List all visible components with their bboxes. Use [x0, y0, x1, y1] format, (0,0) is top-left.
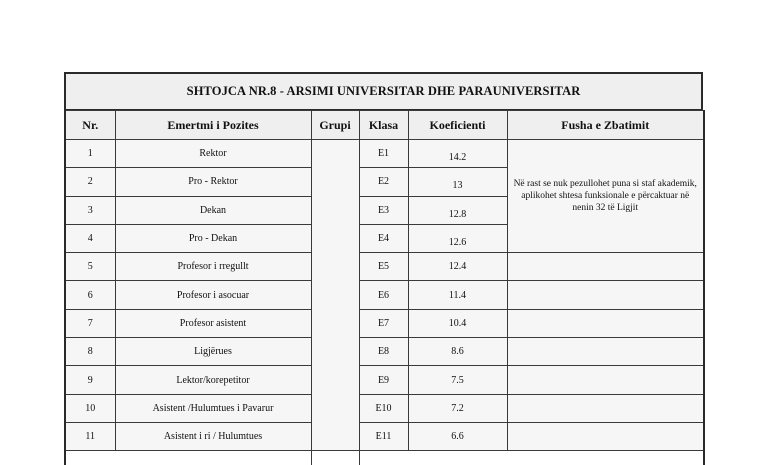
cell-class: E6 — [359, 281, 408, 309]
coefficient-value: 12.6 — [448, 237, 467, 249]
cell-position: Asistent i ri / Hulumtues — [115, 422, 311, 450]
cell-class: E10 — [359, 394, 408, 422]
cell-scope — [507, 281, 704, 309]
coefficient-value: 14.2 — [448, 152, 467, 164]
cell-scope — [507, 366, 704, 394]
cell-class: E11 — [359, 422, 408, 450]
cell-position: Dekan — [115, 196, 311, 224]
annex-table — [64, 72, 703, 465]
cell-nr: 6 — [65, 281, 115, 309]
cell-coefficient: 7.5 — [408, 366, 507, 394]
table-row — [65, 309, 704, 337]
table-title: SHTOJCA NR.8 - ARSIMI UNIVERSITAR DHE PARAUNIVERSITAR — [64, 72, 703, 110]
table-row — [65, 366, 704, 394]
cell-nr: 7 — [65, 309, 115, 337]
header-position: Emertmi i Pozites — [115, 111, 311, 140]
cell-scope — [507, 394, 704, 422]
cell-class: E5 — [359, 253, 408, 281]
cell-position: Profesor i rregullt — [115, 253, 311, 281]
header-row — [65, 111, 704, 140]
header-nr: Nr. — [65, 111, 115, 140]
table-row-continuation — [65, 451, 704, 465]
table-row — [65, 140, 704, 168]
table-row — [65, 394, 704, 422]
cell-nr: 5 — [65, 253, 115, 281]
cell-class: E3 — [359, 196, 408, 224]
table-row — [65, 338, 704, 366]
header-coefficient: Koeficienti — [408, 111, 507, 140]
coefficient-value: 12.8 — [448, 208, 467, 220]
cell-nr: 11 — [65, 422, 115, 450]
cell-coefficient: 10.4 — [408, 309, 507, 337]
cell-nr: 8 — [65, 338, 115, 366]
table-row — [65, 422, 704, 450]
cell-class: E7 — [359, 309, 408, 337]
cell-nr: 10 — [65, 394, 115, 422]
table-row — [65, 253, 704, 281]
cell-class: E8 — [359, 338, 408, 366]
cell-coefficient — [408, 196, 507, 224]
cell-position: Profesor i asocuar — [115, 281, 311, 309]
cell-class: E1 — [359, 140, 408, 168]
cell-coefficient — [408, 168, 507, 196]
cell-continuation — [359, 451, 704, 465]
header-group: Grupi — [311, 111, 359, 140]
cell-position: Rektor — [115, 140, 311, 168]
cell-class: E2 — [359, 168, 408, 196]
cell-position: Asistent /Hulumtues i Pavarur — [115, 394, 311, 422]
coefficient-value: 13 — [452, 180, 463, 192]
cell-group-merged — [311, 140, 359, 451]
cell-continuation — [65, 451, 311, 465]
cell-position: Lektor/korepetitor — [115, 366, 311, 394]
cell-scope-note: Në rast se nuk pezullohet puna si staf akademik, aplikohet shtesa funksionale e përcaktuar në nenin 32 të Ligjit — [507, 140, 704, 253]
cell-nr: 4 — [65, 224, 115, 252]
cell-nr: 2 — [65, 168, 115, 196]
cell-coefficient — [408, 140, 507, 168]
cell-scope — [507, 309, 704, 337]
cell-position: Ligjërues — [115, 338, 311, 366]
cell-nr: 9 — [65, 366, 115, 394]
cell-class: E9 — [359, 366, 408, 394]
cell-position: Pro - Dekan — [115, 224, 311, 252]
cell-coefficient: 11.4 — [408, 281, 507, 309]
salary-table — [64, 110, 705, 465]
cell-position: Profesor asistent — [115, 309, 311, 337]
cell-scope — [507, 253, 704, 281]
cell-class: E4 — [359, 224, 408, 252]
cell-coefficient: 7.2 — [408, 394, 507, 422]
cell-nr: 1 — [65, 140, 115, 168]
cell-position: Pro - Rektor — [115, 168, 311, 196]
cell-continuation — [311, 451, 359, 465]
cell-nr: 3 — [65, 196, 115, 224]
table-row — [65, 281, 704, 309]
header-class: Klasa — [359, 111, 408, 140]
cell-coefficient — [408, 224, 507, 252]
cell-scope — [507, 422, 704, 450]
cell-coefficient: 12.4 — [408, 253, 507, 281]
cell-scope — [507, 338, 704, 366]
cell-coefficient: 8.6 — [408, 338, 507, 366]
cell-coefficient: 6.6 — [408, 422, 507, 450]
header-scope: Fusha e Zbatimit — [507, 111, 704, 140]
